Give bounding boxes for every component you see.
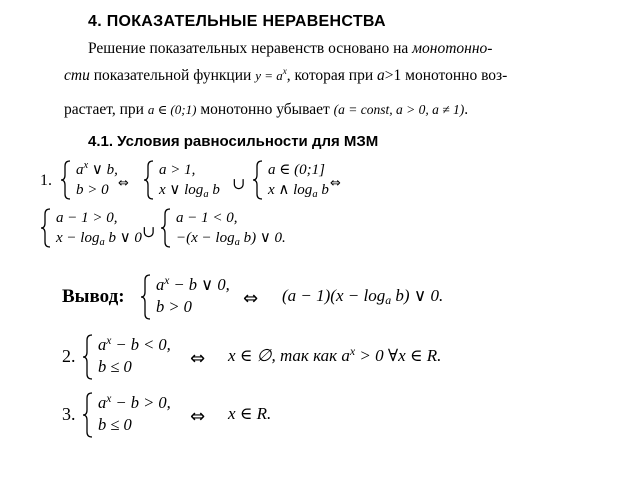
brace-icon <box>252 160 264 200</box>
brace-icon <box>40 208 52 248</box>
text-italic: сти <box>64 67 90 84</box>
system-line-2: $x - \log_a b$ ∨ 0 <box>56 230 142 248</box>
system-line-1: a > 1, <box>159 162 196 178</box>
system-b <box>143 160 246 200</box>
union-icon: ∪ <box>142 224 156 241</box>
equivalence-arrow-icon: ⇔ <box>190 348 206 369</box>
paragraph-line-2 <box>64 67 507 85</box>
system-line-2: b > 0 <box>76 182 109 198</box>
brace-icon <box>160 208 172 248</box>
case2-system <box>82 334 192 380</box>
text: . <box>464 101 469 118</box>
brace-icon <box>82 392 94 438</box>
brace-icon <box>60 160 72 200</box>
system-line-1: a ∈ (0;1] <box>268 162 325 178</box>
case-number: 2. <box>62 346 76 366</box>
equivalence-arrow-icon: ⇔ <box>330 176 341 191</box>
subsection-heading: 4.1. Условия равносильности для МЗМ <box>88 133 379 150</box>
case3-system <box>82 392 192 438</box>
function-formula: $y = a^x$ <box>255 66 287 83</box>
text-italic: монотонно- <box>412 40 493 57</box>
section-heading: 4. ПОКАЗАТЕЛЬНЫЕ НЕРАВЕНСТВА <box>88 13 386 30</box>
system-a <box>60 160 152 200</box>
paragraph-line-3 <box>64 101 468 119</box>
system-d <box>40 208 145 248</box>
system-line-2: $-(x - \log_a b)$ ∨ 0. <box>176 230 286 248</box>
conclusion-label: Вывод: <box>62 286 125 307</box>
case-number: 1. <box>40 172 52 189</box>
equivalence-arrow-icon: ⇔ <box>243 288 259 309</box>
system-line-1: $a^x - b > 0$, <box>98 393 171 412</box>
system-line-2: b ≤ 0 <box>98 415 132 434</box>
system-line-1: $a^x - b$ ∨ 0, <box>156 275 230 294</box>
system-line-1: $a^x - b < 0$, <box>98 335 171 354</box>
text: показательной функции <box>89 67 256 84</box>
system-line-1: a − 1 < 0, <box>176 210 238 226</box>
system-line-1: $a^x$ ∨ b, <box>76 160 118 178</box>
text: , которая при <box>286 67 378 84</box>
conclusion-result: $(a - 1)(x - \log_a b)$ ∨ 0. <box>282 286 444 307</box>
system-line-2: b > 0 <box>156 297 192 316</box>
equivalence-arrow-icon: ⇔ <box>118 176 129 191</box>
system-e <box>160 208 290 248</box>
system-line-2: x ∨ $\log_a b$ <box>159 182 220 200</box>
brace-icon <box>143 160 155 200</box>
system-line-1: a − 1 > 0, <box>56 210 118 226</box>
paragraph-line-1 <box>88 40 492 58</box>
equivalence-arrow-icon: ⇔ <box>190 406 206 427</box>
case3-result: x ∈ R. <box>228 404 272 423</box>
condition-formula: (a = const, a > 0, a ≠ 1) <box>333 102 465 117</box>
variable: a <box>377 67 385 84</box>
case2-result: x ∈ ∅, так как $a^x > 0$ ∀x ∈ R. <box>228 344 442 365</box>
text: Решение показательных неравенств основано на <box>88 40 413 57</box>
system-line-2: b ≤ 0 <box>98 357 132 376</box>
system-line-2: x ∧ $\log_a b$ <box>268 182 329 200</box>
case-number: 3. <box>62 404 76 424</box>
brace-icon <box>82 334 94 380</box>
text: >1 монотонно воз- <box>384 67 508 84</box>
union-icon: ∪ <box>232 176 246 193</box>
interval-formula: a ∈ (0;1) <box>147 102 197 117</box>
brace-icon <box>140 274 152 320</box>
conclusion-system <box>140 274 250 320</box>
text: растает, при <box>64 101 148 118</box>
text: монотонно убывает <box>196 101 334 118</box>
